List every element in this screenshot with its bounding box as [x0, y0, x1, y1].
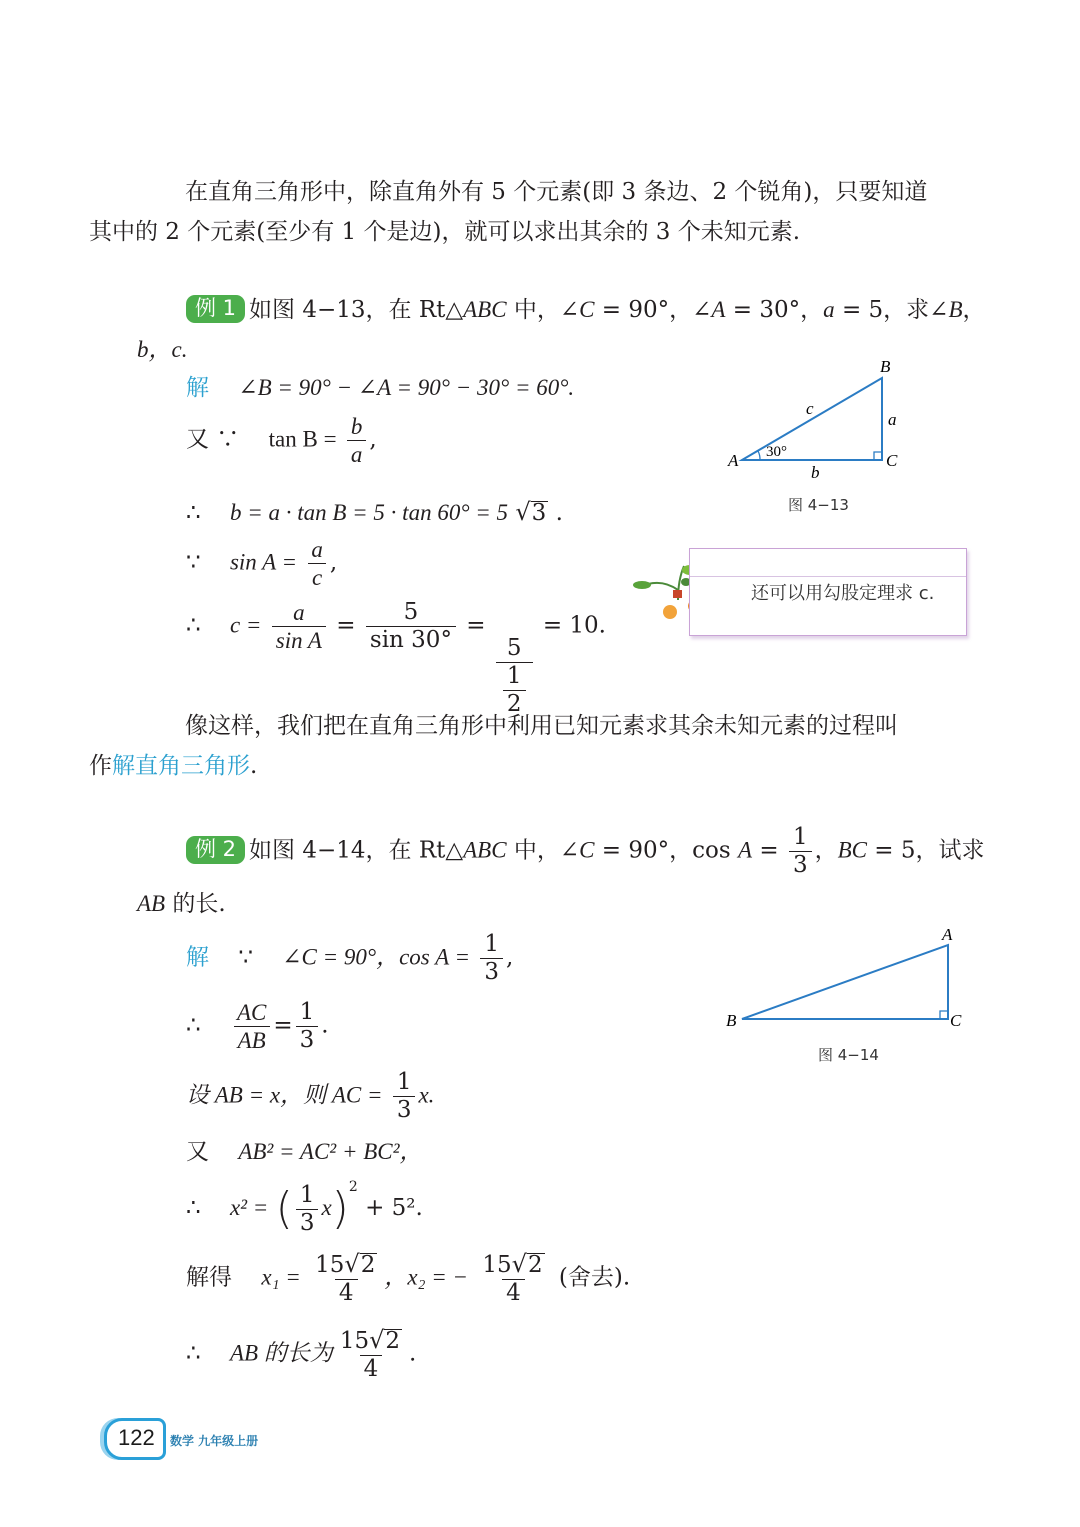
definition-post: .	[250, 753, 258, 779]
coef: 15	[339, 1328, 370, 1354]
frac-den: 4	[502, 1279, 525, 1305]
side-label-b: b	[811, 463, 820, 482]
sqrt-sign: √	[515, 498, 531, 526]
ex1-text-k: ，	[962, 297, 986, 323]
ex2-step4-pre: 又	[186, 1139, 209, 1165]
ex2-step2: ∴ $\frac{AC}{AB}$ = $\frac{1}{3}$ .	[186, 999, 329, 1053]
frac-den: c	[308, 563, 326, 589]
angle-arc-30	[758, 451, 760, 460]
ex2-step2-eq: =	[273, 1012, 293, 1039]
frac-num: 1	[396, 1069, 412, 1095]
triangle-4-13	[742, 378, 882, 460]
frac-num: b	[350, 414, 363, 439]
frac-den: 3	[296, 1026, 319, 1052]
ex1-step3-pre: ∴	[186, 500, 201, 526]
frac-den: 3	[393, 1096, 416, 1122]
coef: 15	[482, 1252, 512, 1278]
ex1-text-h: a	[823, 297, 835, 322]
frac-den: 2	[503, 690, 526, 716]
ex2-step6-x2: ，x₂ = −	[384, 1264, 469, 1290]
frac-den: 3	[789, 851, 812, 877]
example1-question	[186, 295, 986, 323]
angle-label-30: 30°	[766, 444, 787, 460]
ex1-step2: 又 ∵ tan B = $\frac{b}{a}$ ,	[186, 414, 377, 467]
definition-line-1: 像这样，我们把在直角三角形中利用已知元素求其余未知元素的过程叫	[185, 713, 898, 739]
example2-label: 例 2	[186, 836, 245, 864]
sqrt-radicand: 2	[360, 1252, 376, 1278]
ex2-step6-frac1	[311, 1252, 381, 1305]
book-title: 数学 九年级上册	[170, 1434, 259, 1448]
note-ruled-line	[690, 576, 966, 577]
ex2-text-b: ABC	[463, 837, 507, 863]
ex2-step6-frac2	[478, 1252, 548, 1305]
figure-4-13	[720, 352, 920, 482]
ex1-step5-frac3	[496, 634, 533, 717]
frac-num: 1	[506, 662, 522, 689]
ex2-step6-pre: 解得	[186, 1264, 232, 1291]
example1-question-line2: b，c.	[137, 337, 188, 362]
ex1-step5-end: = 10.	[542, 612, 606, 639]
frac-num	[311, 1252, 381, 1279]
ex1-text-c: 中，∠	[506, 297, 580, 323]
frac-num: 1	[299, 1181, 315, 1208]
sqrt-sign: √	[511, 1250, 527, 1278]
ex2-text-a: 如图 4−14，在 Rt△	[249, 837, 464, 864]
ex2-text-ab-tail: 的长.	[165, 891, 226, 917]
ex1-step4-lhs: sin A =	[229, 549, 298, 575]
ex2-text-j: = 5，试求	[867, 837, 985, 864]
definition-term: 解直角三角形	[112, 753, 250, 779]
frac-den: 3	[296, 1209, 319, 1235]
frac-den: a	[347, 440, 367, 466]
side-label-a: a	[888, 410, 897, 429]
sqrt-sign: √	[344, 1250, 360, 1278]
ex1-step2-frac	[347, 415, 367, 466]
ex2-step5-x: x	[321, 1195, 332, 1220]
frac-num: 1	[299, 999, 315, 1025]
figure-4-14-caption: 图 4−14	[818, 1046, 879, 1064]
frac-num: AC	[236, 1000, 267, 1025]
ex2-step1-pre: ∵	[238, 944, 253, 971]
ex2-step6	[186, 1252, 630, 1305]
frac-den: AB	[234, 1026, 270, 1052]
definition-paragraph	[89, 706, 963, 786]
definition-pre: 作	[89, 753, 112, 779]
vertex-label-C: C	[886, 451, 898, 470]
ex2-text-h: ，	[814, 837, 838, 864]
ex1-step2-pre: 又 ∵	[186, 426, 240, 453]
ex2-step1-frac	[480, 933, 503, 984]
left-paren: (	[275, 1183, 293, 1234]
ex2-text-g: =	[752, 837, 779, 864]
ex1-step1	[186, 376, 574, 400]
ex2-text-d: C	[579, 837, 595, 863]
ex1-step4: ∵ sin A = $\frac{a}{c}$ ,	[186, 537, 338, 590]
ex2-step1-text: ∠C = 90°，cos A =	[282, 944, 470, 970]
ex2-text-i: BC	[837, 837, 867, 863]
definition-line-2	[89, 753, 257, 779]
ex1-step4-frac	[307, 538, 327, 589]
ex2-step3-tail: x.	[418, 1082, 435, 1108]
coef: 15	[315, 1252, 345, 1278]
ex2-question-frac	[789, 826, 812, 877]
frac-den: sin A	[272, 626, 326, 652]
ex2-step1: 解 ∵ ∠C = 90°，cos A = $\frac{1}{3}$ ,	[186, 931, 514, 985]
ex2-step4-text: AB² = AC² + BC²，	[238, 1139, 423, 1164]
ex2-step5-pre: ∴	[186, 1195, 201, 1221]
ex1-step5-pre: ∴	[186, 612, 201, 639]
ex2-step6-note: (舍去).	[558, 1264, 631, 1291]
frac-den: 4	[360, 1355, 383, 1381]
sqrt-radicand: 3	[531, 500, 547, 526]
example1-label: 例 1	[186, 295, 245, 323]
frac-num	[478, 1252, 548, 1279]
right-angle-mark	[874, 452, 882, 460]
ex2-step2-frac2	[296, 1001, 319, 1052]
vertex-label-B: B	[726, 1011, 737, 1030]
page-number: 122	[118, 1425, 155, 1450]
ex1-step2-lhs: tan B =	[268, 426, 337, 452]
example2-question-line2	[137, 892, 226, 916]
intro-line-2: 其中的 2 个元素(至少有 1 个是边)，就可以求出其余的 3 个未知元素.	[89, 219, 801, 245]
intro-paragraph	[89, 172, 963, 252]
right-angle-mark	[940, 1011, 948, 1019]
ex1-text-d: C	[579, 297, 595, 322]
ex1-text-b: ABC	[463, 297, 507, 322]
sqrt-radicand: 2	[385, 1328, 401, 1354]
ex1-text-f: A	[711, 297, 726, 322]
ex1-text-e: = 90°，∠	[594, 297, 712, 323]
side-note	[689, 548, 967, 636]
ex2-text-e: = 90°，cos	[594, 837, 738, 864]
ex1-text-j: B	[948, 297, 963, 322]
ex2-step5-frac	[296, 1181, 319, 1236]
triangle-4-14	[742, 945, 948, 1019]
ex2-step5-lhs: x² =	[229, 1195, 269, 1220]
vertex-label-C: C	[950, 1011, 962, 1030]
frac-num: a	[293, 600, 305, 625]
frac-den: 3	[480, 958, 503, 984]
frac-num: 1	[792, 824, 808, 850]
ex1-step3: ∴ b = a · tan B = 5 · tan 60° = 5 √3 .	[186, 498, 563, 526]
sqrt-radicand: 2	[527, 1252, 543, 1278]
ex1-jie: 解	[186, 375, 209, 401]
example2-question	[186, 826, 985, 877]
ex2-step7: ∴ AB 的长为 $\frac{15√2}{4}$ .	[186, 1326, 417, 1382]
intro-line-1: 在直角三角形中，除直角外有 5 个元素(即 3 条边、2 个锐角)，只要知道	[185, 179, 928, 205]
vertex-label-B: B	[880, 357, 891, 376]
right-paren: )	[331, 1183, 349, 1234]
ex2-step6-x1: x₁ =	[261, 1264, 301, 1290]
ex1-text-g: = 30°，	[725, 297, 824, 323]
ex1-step4-pre: ∵	[186, 549, 201, 576]
ex2-step2-frac1	[233, 1001, 270, 1052]
ex1-text-i: = 5，求∠	[834, 297, 949, 323]
ex1-step1-text: ∠B = 90° − ∠A = 90° − 30° = 60°.	[238, 375, 575, 400]
ex2-step3-text: 设 AB = x，则 AC =	[186, 1082, 383, 1108]
figure-4-14	[720, 924, 970, 1034]
ex2-text-f: A	[738, 837, 753, 863]
ex2-step5-tail: + 5².	[365, 1195, 423, 1221]
ex2-step7-frac	[336, 1328, 406, 1381]
ex2-text-ab: AB	[137, 891, 166, 916]
ex2-step5: ∴ x² = ( $\frac{1}{3}$ x)$^2$ + 5².	[186, 1179, 423, 1236]
ex1-step5-frac1	[272, 601, 326, 652]
sqrt-sign: √	[369, 1326, 385, 1354]
frac-num: a	[311, 537, 323, 562]
side-note-text: 还可以用勾股定理求 c.	[751, 583, 935, 604]
vertex-label-A: A	[942, 925, 953, 944]
ex2-step7-pre: ∴	[186, 1340, 201, 1367]
ex2-jie: 解	[186, 944, 209, 971]
ex2-step3	[186, 1071, 434, 1122]
frac-den: 4	[335, 1279, 358, 1305]
ex1-text-a: 如图 4−13，在 Rt△	[249, 297, 464, 323]
frac-num: 5	[403, 599, 419, 625]
ex1-step3-text: b = a · tan B = 5 · tan 60° = 5	[229, 500, 509, 525]
ex1-step5-c: c =	[229, 612, 262, 638]
side-label-c: c	[806, 399, 814, 418]
ex2-step4	[186, 1140, 423, 1164]
vertex-label-A: A	[728, 451, 739, 470]
ex1-step5: ∴ c = $\frac{a}{\text{sin A}}$ = $\frac{5}{\sin 30^\circ}$ = $\frac{5}{\frac{1}{2}}$ = 10.	[186, 599, 606, 717]
frac-den: sin 30°	[366, 626, 456, 652]
ex2-text-c: 中，∠	[506, 837, 580, 864]
ex2-step7-text: AB 的长为	[229, 1340, 333, 1366]
ex1-step5-frac2	[366, 601, 456, 652]
ex2-step3-frac	[393, 1071, 416, 1122]
frac-num: 1	[484, 931, 499, 957]
figure-4-13-caption: 图 4−13	[788, 496, 849, 514]
ex2-step2-pre: ∴	[186, 1012, 201, 1039]
frac-num: 5	[506, 634, 522, 661]
frac-num	[336, 1328, 406, 1355]
